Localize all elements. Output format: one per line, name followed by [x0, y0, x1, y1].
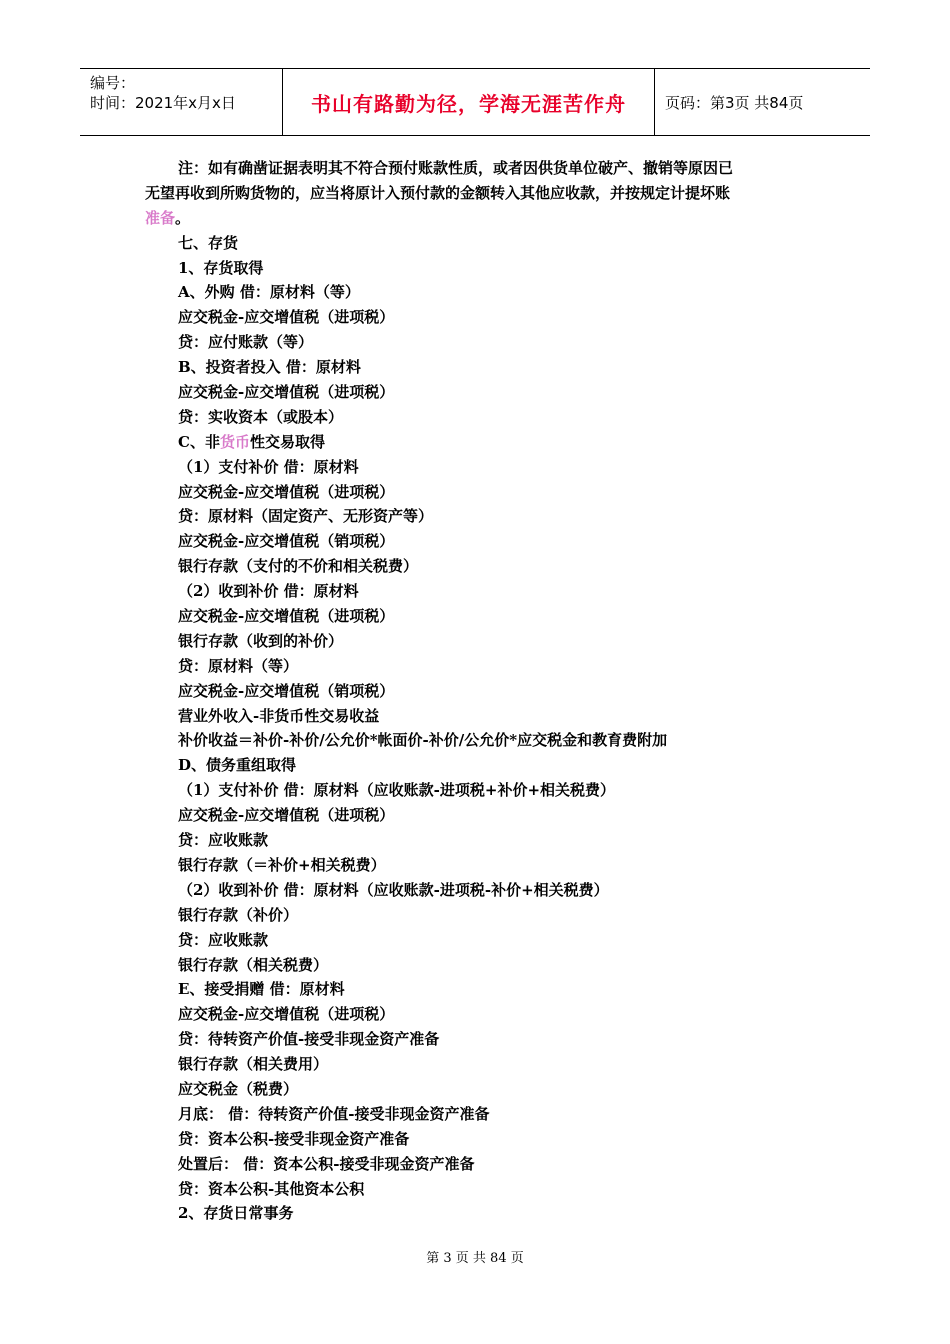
- body-line: 贷：资本公积-其他资本公积: [178, 1179, 365, 1198]
- body-line: 应交税金-应交增值税（销项税）: [178, 681, 395, 700]
- document-number-label: 编号：: [90, 74, 136, 92]
- document-body: [145, 156, 805, 1226]
- body-line: B、投资者投入 借：原材料: [178, 358, 361, 377]
- body-line: 贷：应付账款（等）: [178, 333, 314, 352]
- body-line: 应交税金-应交增值税（进项税）: [178, 806, 395, 825]
- body-line: 处置后： 借：资本公积-接受非现金资产准备: [178, 1154, 475, 1173]
- body-line: 银行存款（收到的补价）: [178, 631, 344, 650]
- body-line: 应交税金-应交增值税（进项税）: [178, 482, 395, 501]
- body-line: （1）支付补价 借：原材料（应收账款-进项税+补价+相关税费）: [178, 781, 616, 800]
- body-line: 补价收益＝补价-补价/公允价*帐面价-补价/公允价*应交税金和教育费附加: [178, 731, 668, 750]
- header-meta: [80, 69, 283, 135]
- page-info: 页码：第3页 共84页: [665, 93, 804, 112]
- body-line: 银行存款（补价）: [178, 905, 299, 924]
- body-line: 贷：原材料（固定资产、无形资产等）: [178, 507, 434, 526]
- header-table: [80, 68, 870, 136]
- page-footer: 第 3 页 共 84 页: [426, 1251, 524, 1266]
- body-line: 营业外收入-非货币性交易收益: [178, 706, 380, 725]
- note-line: 无望再收到所购货物的，应当将原计入预付款的金额转入其他应收款，并按规定计提坏账: [145, 183, 731, 202]
- note-line: [145, 206, 805, 231]
- motto: 书山有路勤为径，学海无涯苦作舟: [311, 91, 626, 116]
- body-line: 应交税金-应交增值税（进项税）: [178, 1005, 395, 1024]
- body-line: 银行存款（＝补价+相关税费）: [178, 855, 386, 874]
- body-line: 2、存货日常事务: [178, 1204, 294, 1223]
- body-line: 贷：应收账款: [178, 930, 269, 949]
- body-line: [145, 430, 805, 455]
- body-line: 贷：实收资本（或股本）: [178, 407, 344, 426]
- body-line: 月底： 借：待转资产价值-接受非现金资产准备: [178, 1104, 490, 1123]
- body-line: （1）支付补价 借：原材料: [178, 457, 359, 476]
- body-line: （2）收到补价 借：原材料: [178, 582, 359, 601]
- body-line: E、接受捐赠 借：原材料: [178, 980, 345, 999]
- header-page-info: [655, 69, 870, 135]
- body-line: 贷：应收账款: [178, 831, 269, 850]
- note-line: 注：如有确凿证据表明其不符合预付账款性质，或者因供货单位破产、撤销等原因已: [178, 159, 734, 177]
- body-line: 应交税金-应交增值税（销项税）: [178, 532, 395, 551]
- body-line: 七、存货: [178, 233, 239, 252]
- body-lines-continued: [145, 455, 805, 1227]
- body-line: 应交税金-应交增值税（进项税）: [178, 607, 395, 626]
- body-line: 银行存款（相关费用）: [178, 1055, 329, 1074]
- body-line: 贷：待转资产价值-接受非现金资产准备: [178, 1030, 440, 1049]
- body-line: 银行存款（相关税费）: [178, 955, 329, 974]
- link-provision[interactable]: 准备: [145, 208, 176, 227]
- body-line: 贷：原材料（等）: [178, 656, 299, 675]
- note-end: 。: [175, 208, 191, 227]
- header-motto-cell: [283, 69, 655, 135]
- body-line: （2）收到补价 借：原材料（应收账款-进项税-补价+相关税费）: [178, 880, 609, 899]
- link-currency[interactable]: 货币: [219, 432, 250, 451]
- body-line: 应交税金-应交增值税（进项税）: [178, 308, 395, 327]
- document-date: 时间：2021年x月x日: [90, 94, 236, 112]
- body-line: 应交税金-应交增值税（进项税）: [178, 383, 395, 402]
- body-line: 贷：资本公积-接受非现金资产准备: [178, 1129, 410, 1148]
- line-suffix: 性交易取得: [249, 432, 325, 451]
- body-line: 银行存款（支付的不价和相关税费）: [178, 557, 419, 576]
- line-prefix: C、非: [178, 432, 220, 451]
- body-line: A、外购 借：原材料（等）: [178, 283, 360, 302]
- body-line: 应交税金（税费）: [178, 1079, 299, 1098]
- body-line: 1、存货取得: [178, 258, 264, 277]
- body-line: D、债务重组取得: [178, 756, 297, 775]
